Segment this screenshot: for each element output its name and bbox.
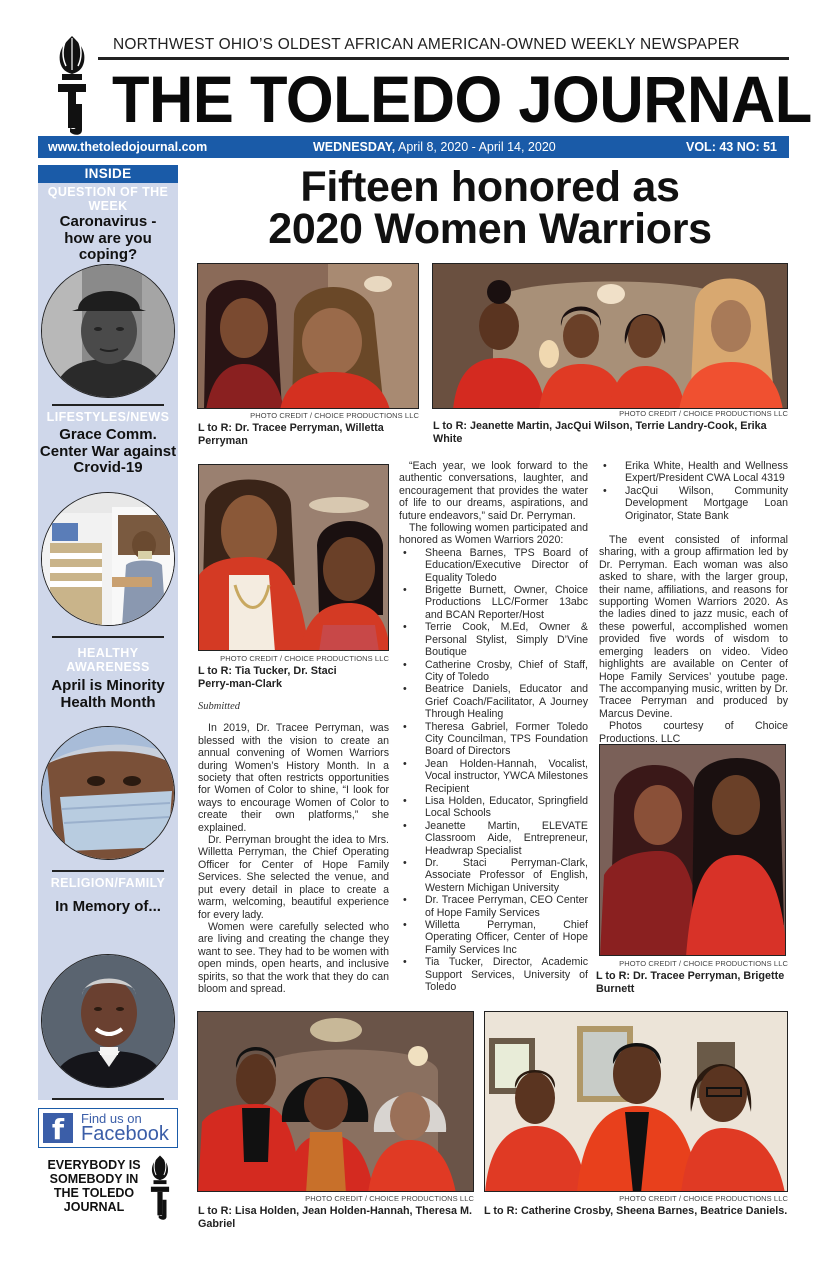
sidebar-item-religion-family[interactable]: [38, 876, 178, 916]
photo-caption: L to R: Dr. Tracee Perryman, Willetta Perryman: [198, 422, 384, 447]
photo-four-women: [432, 263, 788, 409]
photo-holden-trio: [197, 1011, 474, 1192]
photo-perryman-burnett: [599, 744, 786, 956]
photo-credit: PHOTO CREDIT / CHOICE PRODUCTIONS LLC: [619, 409, 788, 418]
sidebar-kicker: QUESTION OF THE WEEK: [47, 185, 169, 213]
list-item: • Lisa Holden, Educator, Springfield Local Schools: [399, 795, 588, 820]
photo-caption: L to R: Tia Tucker, Dr. Staci Perry-man-Clark: [198, 665, 337, 690]
sidebar-kicker: RELIGION/FAMILY: [50, 876, 166, 890]
photo-credit: PHOTO CREDIT / CHOICE PRODUCTIONS LLC: [619, 959, 788, 968]
sidebar-headline: April is Minority Health Month: [51, 677, 165, 711]
photo-caption: L to R: Jeanette Martin, JacQui Wilson, Terrie Landry-Cook, Erika White: [433, 420, 767, 445]
tagline: NORTHWEST OHIO’S OLDEST AFRICAN AMERICAN-OWNED WEEKLY NEWSPAPER: [113, 36, 740, 53]
headline-line-2: 2020 Women Warriors: [268, 205, 712, 253]
list-item: • Dr. Tracee Perryman, CEO Center of Hope Family Services: [399, 894, 588, 919]
nurse-mask-photo: [41, 726, 175, 860]
inside-header: INSIDE: [38, 165, 178, 183]
sidebar-headline: Caronavirus - how are you coping?: [59, 213, 157, 263]
issue-date-range: April 8, 2020 - April 14, 2020: [395, 140, 556, 154]
list-item: • Beatrice Daniels, Educator and Grief Coach/Facilitator, A Journey Through Healing: [399, 683, 588, 720]
byline: Submitted: [198, 701, 240, 712]
list-item: • Dr. Staci Perryman-Clark, Associate Professor of English, Western Michigan University: [399, 857, 588, 894]
list-item: • Jean Holden-Hannah, Vocalist, Vocal instructor, YWCA Milestones Recipient: [399, 758, 588, 795]
sidebar-item-healthy-awareness[interactable]: [38, 646, 178, 711]
slogan: EVERYBODY IS SOMEBODY IN THE TOLEDO JOURNAL: [47, 1158, 141, 1214]
sidebar-kicker: LIFESTYLES/NEWS: [46, 410, 170, 424]
list-item: • Erika White, Health and Wellness Expert/President CWA Local 4319: [599, 460, 788, 485]
article-column-1: [198, 701, 389, 995]
photo-caption: L to R: Dr. Tracee Perryman, Brigette Burnett: [596, 970, 785, 995]
photo-credit: PHOTO CREDIT / CHOICE PRODUCTIONS LLC: [619, 1194, 788, 1203]
photo-caption: L to R: Catherine Crosby, Sheena Barnes, Beatrice Daniels.: [484, 1205, 788, 1217]
inside-sidebar: [38, 165, 178, 1100]
torch-tj-small-logo-icon: [147, 1150, 173, 1226]
article-column-2: [399, 460, 588, 993]
dateline-bar: [38, 136, 789, 158]
facebook-button[interactable]: [38, 1108, 178, 1148]
facebook-text-line1: Find us on: [81, 1111, 142, 1126]
torch-tj-logo-icon: [52, 34, 92, 138]
article-paragraph: “Each year, we look forward to the authentic conversations, laughter, and encouragement that provides the water of life to our dreams, aspirations, and future endeavors,” said Dr. Perryman.: [399, 460, 588, 522]
issue-date: [313, 140, 556, 154]
sidebar-divider: [52, 404, 164, 406]
honorees-list: [399, 547, 588, 994]
volume-number: VOL: 43 NO: 51: [686, 140, 777, 154]
article-paragraph: In 2019, Dr. Tracee Perryman, was blessed with the vision to create an annual convening of Women Warriors during Women’s History Month. In a society that often restricts opportunities for Women of Color to shine, “I look for ways to encourage Women of Color to create their own platforms,” she explained.: [198, 722, 389, 834]
sidebar-item-question-of-week[interactable]: [38, 185, 178, 264]
photo-tucker-perryman-clark: [198, 464, 389, 651]
list-item: • Theresa Gabriel, Former Toledo City Councilman, TPS Foundation Board of Directors: [399, 721, 588, 758]
newspaper-title: THE TOLEDO JOURNAL: [112, 62, 812, 136]
sidebar-divider: [52, 870, 164, 872]
facebook-icon: f: [43, 1113, 73, 1143]
photo-perryman-pair: [197, 263, 419, 409]
honorees-list-continued: [599, 460, 788, 522]
sidebar-headline: Grace Comm. Center War against Crovid-19: [39, 426, 177, 476]
sidebar-divider: [52, 636, 164, 638]
article-paragraph: Dr. Perryman brought the idea to Mrs. Willetta Perryman, the Chief Operating Officer for Center of Hope Family Services. She selected the venue, and put every detail in place to create a warm, welcoming, beautiful experience for every lady.: [198, 834, 389, 921]
photo-credit: PHOTO CREDIT / CHOICE PRODUCTIONS LLC: [220, 654, 389, 663]
sidebar-divider: [52, 1098, 164, 1100]
clergyman-photo: [41, 954, 175, 1088]
issue-day: WEDNESDAY,: [313, 140, 396, 154]
photo-credit: PHOTO CREDIT / CHOICE PRODUCTIONS LLC: [305, 1194, 474, 1203]
photo-crosby-barnes-daniels: [484, 1011, 788, 1192]
list-item: • Catherine Crosby, Chief of Staff, City of Toledo: [399, 659, 588, 684]
facebook-text-line2: Facebook: [81, 1123, 169, 1145]
website-link[interactable]: www.thetoledojournal.com: [48, 140, 208, 154]
list-item: • Terrie Cook, M.Ed, Owner & Personal Stylist, Simply D’Vine Boutique: [399, 621, 588, 658]
headline-line-1: Fifteen honored as: [300, 163, 680, 211]
article-paragraph: The following women participated and honored as Women Warriors 2020:: [399, 522, 588, 547]
list-item: • Jeanette Martin, ELEVATE Classroom Aide, Entrepreneur, Headwrap Specialist: [399, 820, 588, 857]
sidebar-kicker: HEALTHY AWARENESS: [66, 646, 150, 674]
sidebar-item-lifestyles-news[interactable]: [38, 410, 178, 477]
list-item: • Brigette Burnett, Owner, Choice Productions LLC/Former 13abc and BCAN Reporter/Host: [399, 584, 588, 621]
list-item: • Tia Tucker, Director, Academic Support Services, University of Toledo: [399, 956, 588, 993]
photo-credit: PHOTO CREDIT / CHOICE PRODUCTIONS LLC: [250, 411, 419, 420]
article-headline: [190, 163, 790, 253]
article-paragraph: Photos courtesy of Choice Productions. LLC: [599, 720, 788, 745]
photo-caption: L to R: Lisa Holden, Jean Holden-Hannah, Theresa M. Gabriel: [198, 1205, 472, 1230]
food-van-photo: [41, 492, 175, 626]
article-paragraph: Women were carefully selected who are living and creating the change they want to see. They had to be women with open minds, open hearts, and inclusive spirits, so that the work that they do can bloom and spread.: [198, 920, 389, 995]
list-item: • Willetta Perryman, Chief Operating Officer, Center of Hope Family Services Inc: [399, 919, 588, 956]
article-paragraph: The event consisted of informal sharing, with a group affirmation led by Dr. Perryman. Each woman was also asked to share, with the larger group, their name, affiliations, and reasons for supporting Women Warriors 2020. As the ladies dined to jazz music, each of these powerful, accomplished women provided five words of wisdom to emerging leaders on video. Video highlights are available on Center of Hope Family Services’ youtube page. The accompanying music, written by Dr. Tracee Perryman and produced by Marcus Devine.: [599, 534, 788, 720]
article-column-3: [599, 460, 788, 745]
list-item: • Sheena Barnes, TPS Board of Education/Executive Director of Equality Toledo: [399, 547, 588, 584]
tagline-rule: [98, 57, 789, 60]
man-in-cap-photo: [41, 264, 175, 398]
list-item: • JacQui Wilson, Community Development Mortgage Loan Originator, State Bank: [599, 485, 788, 522]
sidebar-headline: In Memory of...: [55, 898, 161, 915]
